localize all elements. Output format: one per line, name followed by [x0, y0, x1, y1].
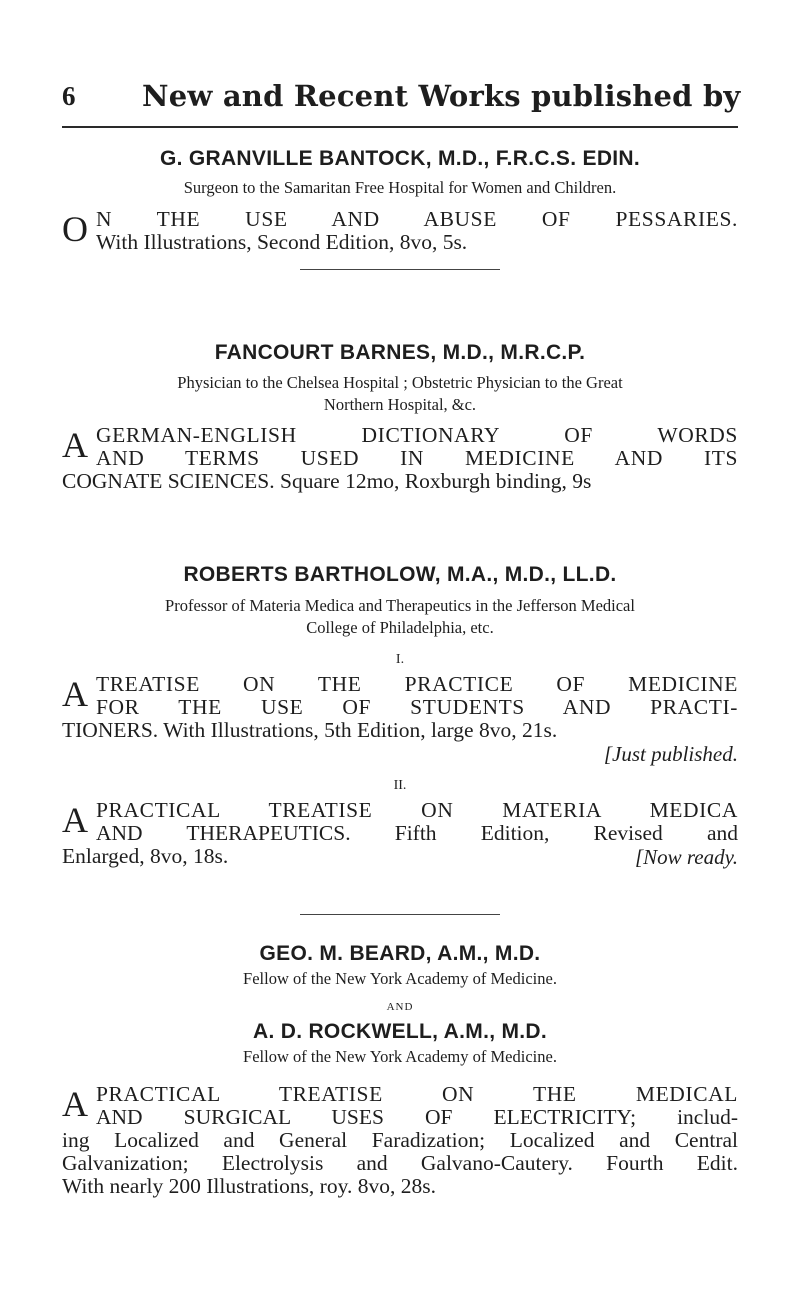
drop-cap: A	[62, 674, 88, 714]
affiliation-line: Professor of Materia Medica and Therapeutics in the Jefferson Medical	[165, 596, 635, 615]
book-entry	[62, 424, 738, 493]
author-affiliation	[62, 595, 738, 639]
author-affiliation: Fellow of the New York Academy of Medicine.	[243, 969, 557, 988]
book-details-line: With nearly 200 Illustrations, roy. 8vo, 28s.	[62, 1174, 436, 1198]
entry-number: II.	[393, 778, 407, 793]
section-divider	[300, 269, 500, 270]
running-title: New and Recent Works published by	[142, 79, 741, 113]
publication-status: [Just published.	[603, 742, 738, 766]
book-title-line: TREATISE ON THE PRACTICE OF MEDICINE	[96, 672, 738, 696]
drop-cap: A	[62, 800, 88, 840]
author-name: FANCOURT BARNES, M.D., M.R.C.P.	[214, 341, 586, 364]
author-name: ROBERTS BARTHOLOW, M.A., M.D., LL.D.	[183, 563, 617, 586]
entry-number: I.	[395, 652, 405, 667]
affiliation-line: College of Philadelphia, etc.	[306, 618, 494, 637]
book-details-line: TIONERS. With Illustrations, 5th Edition, large 8vo, 21s.	[62, 718, 558, 742]
author-affiliation: Surgeon to the Samaritan Free Hospital for Women and Children.	[183, 178, 617, 197]
drop-cap: A	[62, 425, 88, 465]
book-entry	[62, 673, 738, 742]
page-number: 6	[62, 81, 76, 111]
author-name: G. GRANVILLE BANTOCK, M.D., F.R.C.S. EDIN.	[159, 147, 641, 170]
book-details-line: Galvanization; Electrolysis and Galvano-Cautery. Fourth Edit.	[62, 1151, 738, 1175]
coauthor-affiliation: Fellow of the New York Academy of Medicine.	[243, 1047, 557, 1066]
drop-cap: A	[62, 1084, 88, 1124]
affiliation-line: Northern Hospital, &c.	[323, 395, 477, 414]
book-details-line: ing Localized and General Faradization; Localized and Central	[62, 1128, 738, 1152]
author-name: GEO. M. BEARD, A.M., M.D.	[259, 942, 541, 965]
book-details-line: Enlarged, 8vo, 18s.	[62, 844, 229, 868]
book-details-line: With Illustrations, Second Edition, 8vo, 5s.	[96, 230, 468, 254]
affiliation-line: Physician to the Chelsea Hospital ; Obstetric Physician to the Great	[177, 373, 623, 392]
and-separator: AND	[386, 1001, 414, 1013]
book-details-line: COGNATE SCIENCES. Square 12mo, Roxburgh binding, 9s	[62, 469, 592, 493]
book-entry	[62, 1083, 738, 1198]
book-title-line: GERMAN-ENGLISH DICTIONARY OF WORDS	[96, 423, 738, 447]
section-divider	[300, 914, 500, 915]
publication-status: [Now ready.	[634, 845, 738, 869]
running-head	[0, 76, 800, 116]
book-title-line: PRACTICAL TREATISE ON MATERIA MEDICA	[96, 798, 738, 822]
header-rule	[62, 126, 738, 128]
book-title-line: AND THERAPEUTICS. Fifth Edition, Revised and	[96, 821, 738, 845]
book-title-line: AND TERMS USED IN MEDICINE AND ITS	[96, 446, 738, 470]
drop-cap: O	[62, 209, 88, 249]
coauthor-name: A. D. ROCKWELL, A.M., M.D.	[253, 1020, 547, 1043]
author-affiliation	[62, 372, 738, 416]
book-title-line: AND SURGICAL USES OF ELECTRICITY; includ-	[96, 1105, 738, 1129]
book-title-line: PRACTICAL TREATISE ON THE MEDICAL	[96, 1082, 738, 1106]
book-title-line: N THE USE AND ABUSE OF PESSARIES.	[96, 207, 738, 231]
book-title-line: FOR THE USE OF STUDENTS AND PRACTI-	[96, 695, 738, 719]
book-entry	[62, 208, 738, 254]
